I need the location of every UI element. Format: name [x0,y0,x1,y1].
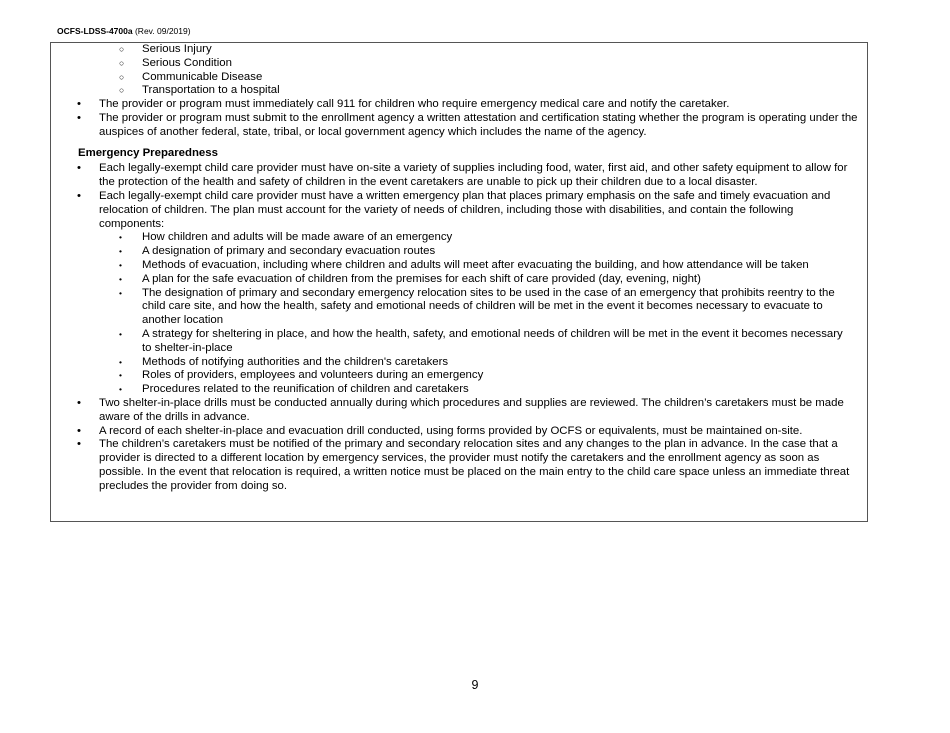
section-heading: Emergency Preparedness [78,146,218,159]
plan-components-list [99,231,861,397]
form-revision: (Rev. 09/2019) [134,26,191,36]
form-code: OCFS-LDSS-4700a [57,26,133,36]
content-box [50,42,868,522]
bullet-item: • Two shelter-in-place drills must be conducted annually during which procedures and supplies are reviewed. The children’s caretakers must be made aware of the drills in advance. [51,397,861,425]
list-item: • A plan for the safe evacuation of children from the premises for each shift of care provided (day, evening, night) [99,273,852,287]
list-item: ○ Serious Condition [51,57,897,71]
form-identifier [57,26,191,37]
continued-sublist [51,43,897,98]
list-item: • Methods of notifying authorities and the children's caretakers [99,356,852,370]
list-item: ○ Transportation to a hospital [51,84,897,98]
bullet-item: • The provider or program must immediately call 911 for children who require emergency medical care and notify the caretaker. [51,98,861,112]
bullet-item: • The children’s caretakers must be notified of the primary and secondary relocation sites and any changes to the plan in advance. In the case that a provider is directed to a different location by emergency services, the provider must notify the caretakers and the enrollment agency as soon as possible. In the event that relocation is required, a written notice must be placed on the main entry to the child care space unless an immediate threat precludes the provider from doing so. [51,438,861,493]
emergency-preparedness-list [51,162,897,493]
bullet-text: Each legally-exempt child care provider must have a written emergency plan that places primary emphasis on the safe and timely evacuation and relocation of children. The plan must account for the variety of needs of children, including those with disabilities, and contain the following components: [99,189,831,230]
page-number: 9 [471,678,479,692]
list-item: • Roles of providers, employees and volunteers during an emergency [99,369,852,383]
bullet-item-plan [51,190,861,397]
list-item: • How children and adults will be made aware of an emergency [99,231,852,245]
list-item: ○ Serious Injury [51,43,897,57]
list-item: • The designation of primary and secondary emergency relocation sites to be used in the case of an emergency that prohibits reentry to the child care site, and how the health, safety and emotional needs of children will be met in the event it becomes necessary to evacuate to another location [99,287,852,328]
list-item: • A designation of primary and secondary evacuation routes [99,245,852,259]
list-item: • A strategy for sheltering in place, and how the health, safety, and emotional needs of children will be met in the event it becomes necessary to shelter-in-place [99,328,852,356]
list-item: • Methods of evacuation, including where children and adults will meet after evacuating the building, and how attendance will be taken [99,259,852,273]
bullet-item: • The provider or program must submit to the enrollment agency a written attestation and certification stating whether the program is operating under the auspices of another federal, state, tribal, or local government agency which includes the name of the agency. [51,112,861,140]
continued-bullets [51,98,897,139]
content-body [51,43,897,494]
bullet-item: • A record of each shelter-in-place and evacuation drill conducted, using forms provided by OCFS or equivalents, must be maintained on-site. [51,425,861,439]
list-item: • Procedures related to the reunification of children and caretakers [99,383,852,397]
bullet-item: • Each legally-exempt child care provider must have on-site a variety of supplies including food, water, first aid, and other safety equipment to allow for the protection of the health and safety of children in the event caretakers are unable to pick up their children due to a local disaster. [51,162,861,190]
list-item: ○ Communicable Disease [51,71,897,85]
